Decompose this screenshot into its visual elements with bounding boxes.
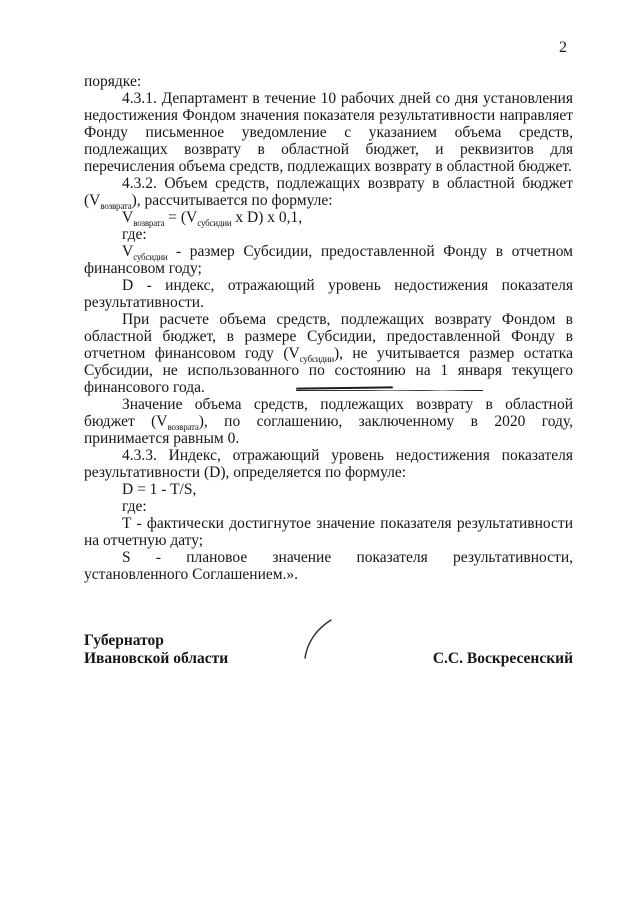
page-number: 2: [559, 39, 567, 56]
body-paragraph: При расчете объема средств, подлежащих возврату Фондом в областной бюджет, в размере Субсидии, предоставленной Фонду в отчетном финансовом году $(V_{субсидии})$, не учитывается размер остатка Субсидии, не использованного по состоянию на 1 января текущего финансового года.: [84, 311, 573, 396]
body-paragraph: 4.3.1. Департамент в течение 10 рабочих дней со дня установления недостижения Фондом значения показателя результативности направляет Фонду письменное уведомление с указанием объема средств, подлежащих возврату в областной бюджет, и реквизитов для перечисления объема средств, подлежащих возврату в областной бюджет.: [84, 90, 573, 175]
body-paragraph: 4.3.3. Индекс, отражающий уровень недостижения показателя результативности (D), определяется по формуле:: [84, 447, 573, 481]
body-paragraph: D - индекс, отражающий уровень недостижения показателя результативности.: [84, 277, 573, 311]
body-paragraph: $V_{субсидии}$ - размер Субсидии, предоставленной Фонду в отчетном финансовом году;: [84, 243, 573, 277]
body-paragraph: порядке:: [84, 73, 142, 90]
body-paragraph: T - фактически достигнутое значение показателя результативности на отчетную дату;: [84, 515, 573, 549]
signature-block: [84, 632, 573, 667]
body-paragraph: 4.3.2. Объем средств, подлежащих возврату в областной бюджет $(V_{возврата})$, рассчитывается по формуле:: [84, 175, 573, 212]
scan-artifact-line: [296, 387, 483, 393]
formula-line: $V_{возврата} = (V_{субсидии}$ x D) x 0,1,: [122, 209, 303, 229]
signatory-title-line: Губернатор: [84, 632, 164, 649]
signatory-title-line: Ивановской области: [84, 649, 229, 667]
body-paragraph: Значение объема средств, подлежащих возврату в областной бюджет $(V_{возврата})$, по соглашению, заключенному в 2020 году, принимается равным 0.: [84, 396, 573, 447]
document-body: [84, 73, 573, 583]
body-paragraph: где:: [122, 498, 147, 515]
body-paragraph: S - плановое значение показателя результативности, установленного Соглашением.».: [84, 549, 573, 583]
signatory-name: С.С. Воскресенский: [432, 649, 573, 667]
signatory-title: [84, 632, 228, 667]
body-paragraph: где:: [122, 226, 147, 243]
formula-line: D = 1 - T/S,: [122, 481, 197, 498]
